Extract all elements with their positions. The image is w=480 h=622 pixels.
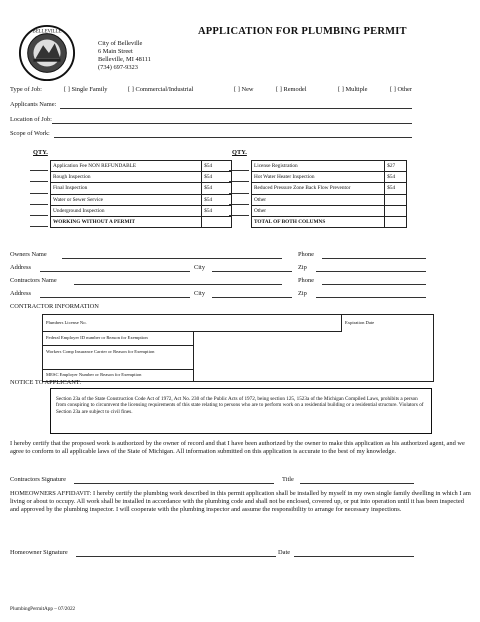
contractor-phone-field[interactable] <box>322 284 426 285</box>
fee-price: $54 <box>385 183 407 194</box>
fee-price <box>385 205 407 216</box>
fee-name: WORKING WITHOUT A PERMIT <box>51 216 202 227</box>
license-cell[interactable] <box>43 315 342 332</box>
fee-price: $54 <box>202 194 232 205</box>
fee-row <box>51 183 232 194</box>
qty-field[interactable] <box>30 215 48 216</box>
fee-name: Rough Inspection <box>51 172 202 183</box>
workers-comp-label: Workers Comp Insurance Carrier or Reason for Exemption <box>46 349 155 354</box>
location-field[interactable] <box>52 123 412 124</box>
fee-row <box>252 194 407 205</box>
fee-row <box>252 161 407 172</box>
homeowners-affidavit-text: HOMEOWNERS AFFIDAVIT: I hereby certify the plumbing work described in this permit application shall be installed by myself in my own single family dwelling in which I am living or about to occupy. All work shall be installed in accordance with the plumbing code and shall not be enclosed, covered up, or put into operation until it has been inspected and approved by the plumbing inspector. I will cooperate with the plumbing inspector and assume the responsibility to arrange for necessary inspections. <box>10 490 471 513</box>
fee-name: Other <box>252 194 385 205</box>
contractors-name-label: Contractors Name <box>10 277 57 284</box>
fee-row <box>51 161 232 172</box>
license-label: Plumbers License No. <box>46 320 87 325</box>
fee-name: Final Inspection <box>51 183 202 194</box>
fee-row <box>51 172 232 183</box>
fee-name: Application Fee NON REFUNDABLE <box>51 161 202 172</box>
mesc-label: MESC Employer Number or Reason for Exemption <box>46 372 142 377</box>
fee-row <box>51 216 232 227</box>
fee-row <box>252 205 407 216</box>
owner-phone-field[interactable] <box>322 258 426 259</box>
fee-name: Reduced Pressure Zone Back Flow Preventor <box>252 183 385 194</box>
workers-comp-cell[interactable] <box>43 345 194 370</box>
job-option-multiple[interactable]: [ ] Multiple <box>338 86 368 93</box>
fee-table-right <box>251 160 407 228</box>
owner-zip-label: Zip <box>298 264 307 271</box>
owner-zip-field[interactable] <box>316 271 426 272</box>
date-label: Date <box>278 549 291 556</box>
fee-name: License Registration <box>252 161 385 172</box>
job-option-single-family[interactable]: [ ] Single Family <box>64 86 108 93</box>
fee-row <box>51 194 232 205</box>
qty-field[interactable] <box>30 170 48 171</box>
qty-field[interactable] <box>229 193 249 194</box>
homeowner-signature-label: Homeowner Signature <box>10 549 68 556</box>
owners-name-field[interactable] <box>62 258 282 259</box>
title-label: Title <box>282 476 294 483</box>
contractor-address-label: Address <box>10 290 31 297</box>
city-seal-logo <box>18 24 76 82</box>
svg-text:BELLEVILLE: BELLEVILLE <box>32 29 62 35</box>
job-option-commercial[interactable]: [ ] Commercial/Industrial <box>128 86 194 93</box>
address-line: 6 Main Street <box>98 48 133 55</box>
contractor-phone-label: Phone <box>298 277 314 284</box>
fee-name: TOTAL OF BOTH COLUMNS <box>252 216 385 227</box>
fee-price: $54 <box>202 172 232 183</box>
fee-price: $27 <box>385 161 407 172</box>
fee-price <box>385 216 407 227</box>
fee-price <box>202 216 232 227</box>
fee-name: Underground Inspection <box>51 205 202 216</box>
fee-row <box>252 172 407 183</box>
owner-address-label: Address <box>10 264 31 271</box>
owner-city-label: City <box>194 264 206 271</box>
applicants-name-label: Applicants Name: <box>10 101 57 108</box>
job-option-new[interactable]: [ ] New <box>234 86 254 93</box>
address-line: Belleville, MI 48111 <box>98 56 151 63</box>
fee-price: $54 <box>202 183 232 194</box>
qty-field[interactable] <box>229 204 249 205</box>
contractors-signature-field[interactable] <box>74 483 274 484</box>
date-field[interactable] <box>294 556 414 557</box>
fee-price <box>385 194 407 205</box>
fee-row <box>252 216 407 227</box>
fee-price: $54 <box>385 172 407 183</box>
job-option-remodel[interactable]: [ ] Remodel <box>276 86 307 93</box>
contractor-info-heading: CONTRACTOR INFORMATION <box>10 303 99 310</box>
qty-header-right: QTY. <box>232 149 247 156</box>
fee-row <box>51 205 232 216</box>
contractor-zip-field[interactable] <box>316 297 426 298</box>
fee-price: $54 <box>202 161 232 172</box>
page-title: APPLICATION FOR PLUMBING PERMIT <box>198 26 407 37</box>
qty-field[interactable] <box>229 170 249 171</box>
owner-phone-label: Phone <box>298 251 314 258</box>
qty-header-left: QTY. <box>33 149 48 156</box>
fee-price: $54 <box>202 205 232 216</box>
owner-address-field[interactable] <box>40 271 190 272</box>
contractor-city-field[interactable] <box>212 297 292 298</box>
fee-name: Water or Sewer Service <box>51 194 202 205</box>
contractors-name-field[interactable] <box>74 284 282 285</box>
scope-label: Scope of Work: <box>10 130 50 137</box>
contractors-signature-label: Contractors Signature <box>10 476 66 483</box>
contractor-info-box <box>42 314 434 382</box>
notice-box <box>50 388 432 434</box>
fee-name: Other <box>252 205 385 216</box>
qty-field[interactable] <box>30 204 48 205</box>
employer-id-cell[interactable] <box>43 331 194 346</box>
qty-field[interactable] <box>229 215 249 216</box>
qty-field[interactable] <box>30 181 48 182</box>
expiration-label: Expiration Date <box>345 320 375 325</box>
fee-table-left <box>50 160 232 228</box>
notice-text: Section 23a of the State Construction Code Act of 1972, Act No. 230 of the Public Acts of 1972, being section 125, 1523a of the Michigan Compiled Laws, prohibits a person from conspiring to circumvent the licensing requirements of this state relating to persons who are to perform work on a residential building or a residential structure. Violators of Section 23a are subject to civil fines. <box>56 396 424 415</box>
job-option-other[interactable]: [ ] Other <box>390 86 413 93</box>
job-type-label: Type of Job: <box>10 86 42 93</box>
employer-id-label: Federal Employer ID number or Reason for Exemption <box>46 335 148 340</box>
footer-form-id: PlumbingPermitApp – 07/2022 <box>10 606 76 612</box>
scope-field[interactable] <box>54 137 412 138</box>
title-field[interactable] <box>300 483 414 484</box>
applicants-name-field[interactable] <box>60 108 412 109</box>
header-address <box>98 40 151 72</box>
owners-name-label: Owners Name <box>10 251 47 258</box>
contractor-zip-label: Zip <box>298 290 307 297</box>
address-line: City of Belleville <box>98 40 143 47</box>
homeowner-signature-field[interactable] <box>76 556 276 557</box>
owner-city-field[interactable] <box>212 271 292 272</box>
qty-field[interactable] <box>30 226 48 227</box>
certification-text: I hereby certify that the proposed work is authorized by the owner of record and that I have been authorized by the owner to make this application as his authorized agent, and we agree to conform to all applicable laws of the State of Michigan. All information submitted on this application is accurate to the best of my knowledge. <box>10 440 465 455</box>
qty-field[interactable] <box>30 193 48 194</box>
contractor-city-label: City <box>194 290 206 297</box>
qty-field[interactable] <box>229 181 249 182</box>
contractor-address-field[interactable] <box>40 297 190 298</box>
address-line: (734) 697-9323 <box>98 64 138 71</box>
notice-heading: NOTICE TO APPLICANT: <box>10 379 82 386</box>
location-label: Location of Job: <box>10 116 52 123</box>
fee-name: Hot Water Heater Inspection <box>252 172 385 183</box>
fee-row <box>252 183 407 194</box>
